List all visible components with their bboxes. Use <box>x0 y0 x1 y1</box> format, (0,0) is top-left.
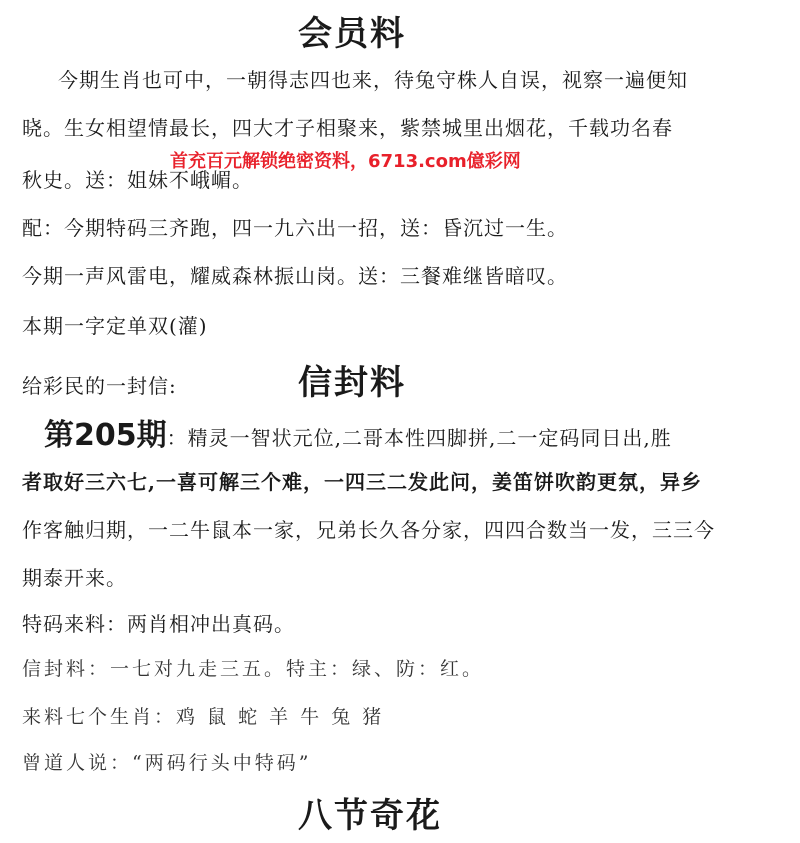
next-section-title: 八节奇花 <box>298 796 442 836</box>
issue-line-3: 作客触归期，一二牛鼠本一家，兄弟长久各分家，四四合数当一发，三三今 <box>22 518 715 542</box>
letter-intro: 给彩民的一封信: <box>22 374 177 398</box>
member-title: 会员料 <box>298 14 406 54</box>
letter-title: 信封料 <box>298 363 406 403</box>
member-line-6: 本期一字定单双(灌) <box>22 314 208 338</box>
member-line-3: 秋史。送：姐妹不峨嵋。 <box>22 168 253 192</box>
issue-line-1 <box>44 410 672 454</box>
member-line-4: 配：今期特码三齐跑，四一九六出一招，送：昏沉过一生。 <box>22 216 568 240</box>
member-line-5: 今期一声风雷电，耀威森林振山岗。送：三餐难继皆暗叹。 <box>22 264 568 288</box>
issue-line-2: 者取好三六七,一喜可解三个难，一四三二发此问，姜笛饼吹韵更氛，异乡 <box>22 470 702 494</box>
issue-line-1-text: ：精灵一智状元位,二哥本性四脚拼,二一定码同日出,胜 <box>166 426 672 450</box>
saying-line: 曾道人说：“两码行头中特码” <box>22 752 312 774</box>
watermark-text: 首充百元解锁绝密资料，6713.com億彩网 <box>170 151 521 172</box>
issue-line-4: 期泰开来。 <box>22 566 127 590</box>
zodiac-line: 来料七个生肖：鸡 鼠 蛇 羊 牛 兔 猪 <box>22 706 385 728</box>
issue-label: 第205期 <box>44 418 167 453</box>
member-line-1: 今期生肖也可中，一朝得志四也来，待兔守株人自误，视察一遍便知 <box>58 68 688 92</box>
envelope-line: 信封料：一七对九走三五。特主：绿、防：红。 <box>22 658 485 680</box>
member-line-2: 晓。生女相望情最长，四大才子相聚来，紫禁城里出烟花，千载功名春 <box>22 116 673 140</box>
special-code-line: 特码来料：两肖相冲出真码。 <box>22 612 295 636</box>
